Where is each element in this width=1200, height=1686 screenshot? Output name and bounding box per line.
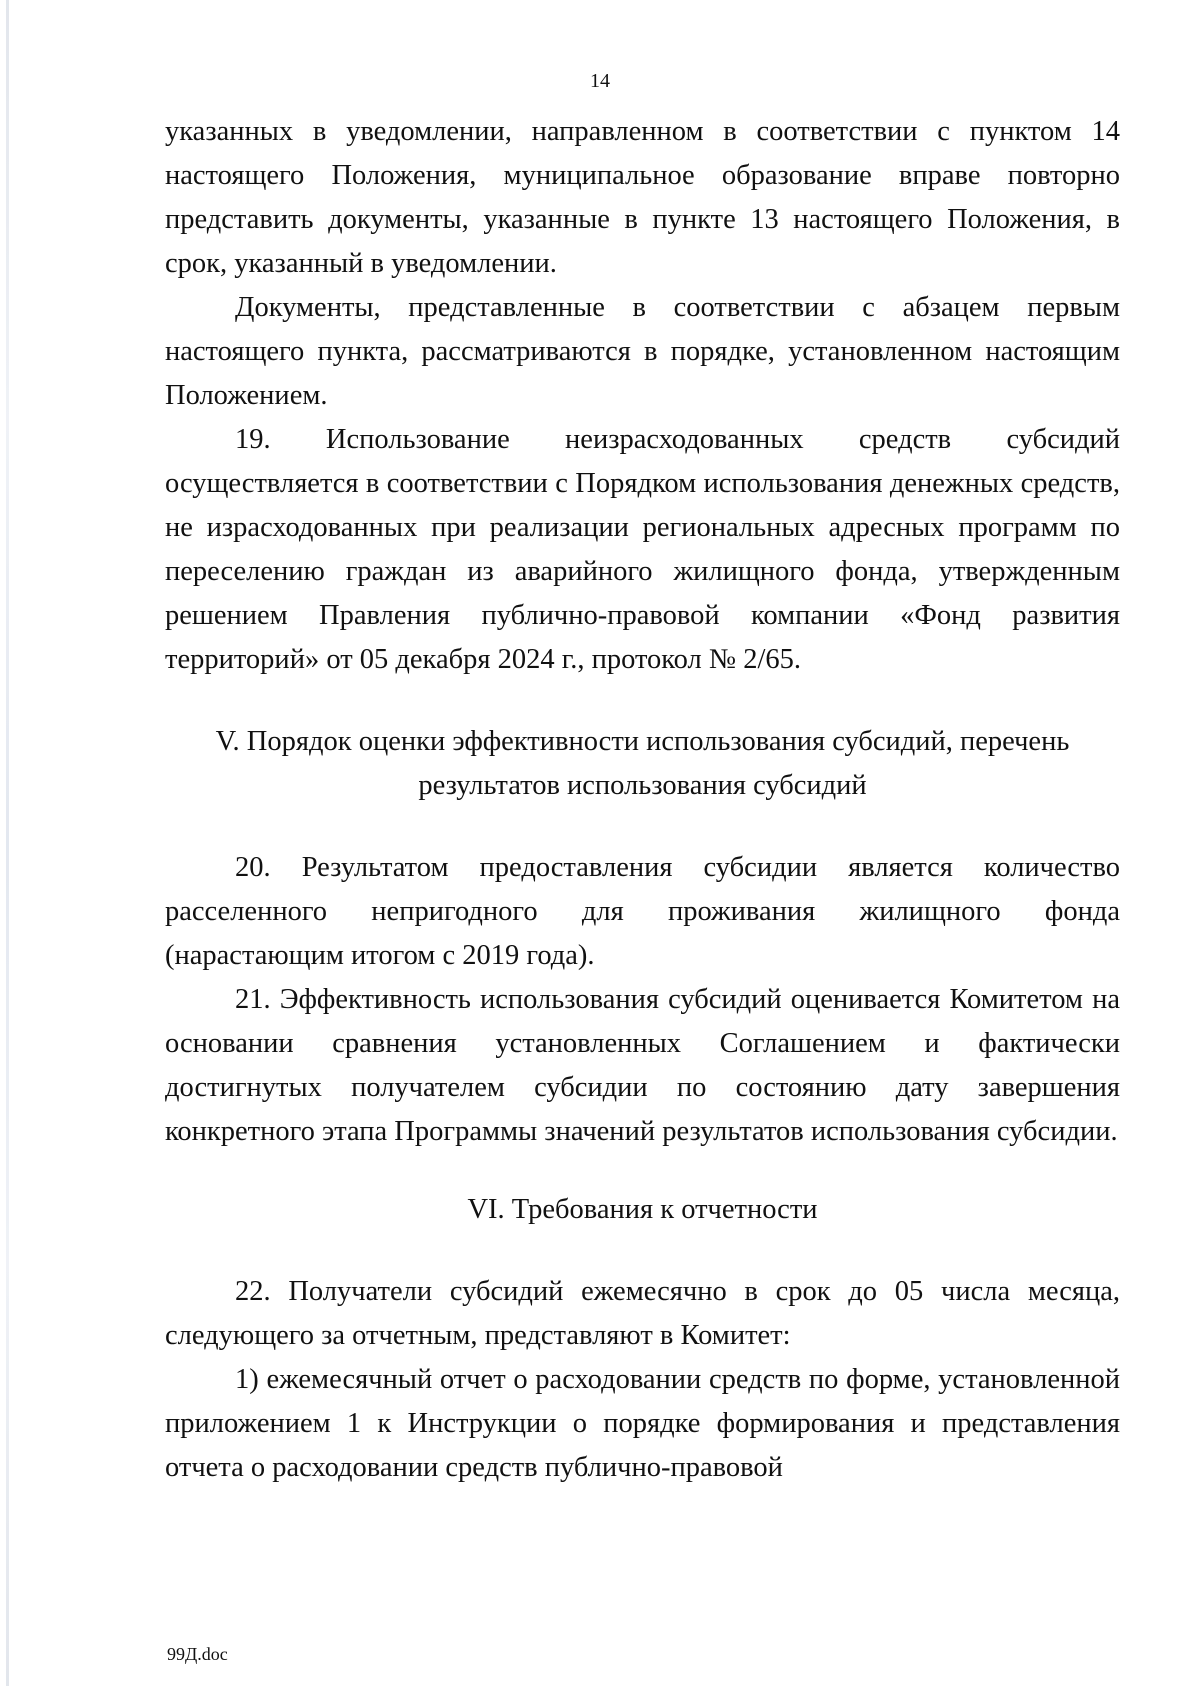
section-heading-vi: VI. Требования к отчетности xyxy=(467,1194,818,1225)
paragraph-7: 1) ежемесячный отчет о расходовании средств по форме, установленной приложением 1 к Инструкции о порядке формирования и представления отчета о расходовании средств публично-правовой xyxy=(165,1364,1120,1483)
paragraph-2: Документы, представленные в соответствии с абзацем первым настоящего пункта, рассматриваются в порядке, установленном настоящим Положением. xyxy=(165,292,1120,411)
document-body xyxy=(165,110,1120,1490)
paragraph-5: 21. Эффективность использования субсидий оценивается Комитетом на основании сравнения установленных Соглашением и фактически достигнутых получателем субсидии по состоянию дату завершения конкретного этапа Программы значений результатов использования субсидии. xyxy=(165,984,1120,1147)
page-number: 14 xyxy=(590,70,610,92)
paragraph-1: указанных в уведомлении, направленном в соответствии с пунктом 14 настоящего Положения, муниципальное образование вправе повторно представить документы, указанные в пункте 13 настоящего Положения, в срок, указанный в уведомлении. xyxy=(165,116,1120,279)
paragraph-4: 20. Результатом предоставления субсидии является количество расселенного непригодного для проживания жилищного фонда (нарастающим итогом с 2019 года). xyxy=(165,852,1120,971)
section-heading-v: V. Порядок оценки эффективности использования субсидий, перечень результатов использования субсидий xyxy=(215,726,1070,801)
scan-edge xyxy=(6,0,9,1686)
paragraph-3: 19. Использование неизрасходованных средств субсидий осуществляется в соответствии с Порядком использования денежных средств, не израсходованных при реализации региональных адресных программ по переселению граждан из аварийного жилищного фонда, утвержденным решением Правления публично-правовой компании «Фонд развития территорий» от 05 декабря 2024 г., протокол № 2/65. xyxy=(165,424,1120,675)
document-footer-filename: 99Д.doc xyxy=(167,1644,228,1664)
paragraph-6: 22. Получатели субсидий ежемесячно в срок до 05 числа месяца, следующего за отчетным, представляют в Комитет: xyxy=(165,1276,1120,1351)
